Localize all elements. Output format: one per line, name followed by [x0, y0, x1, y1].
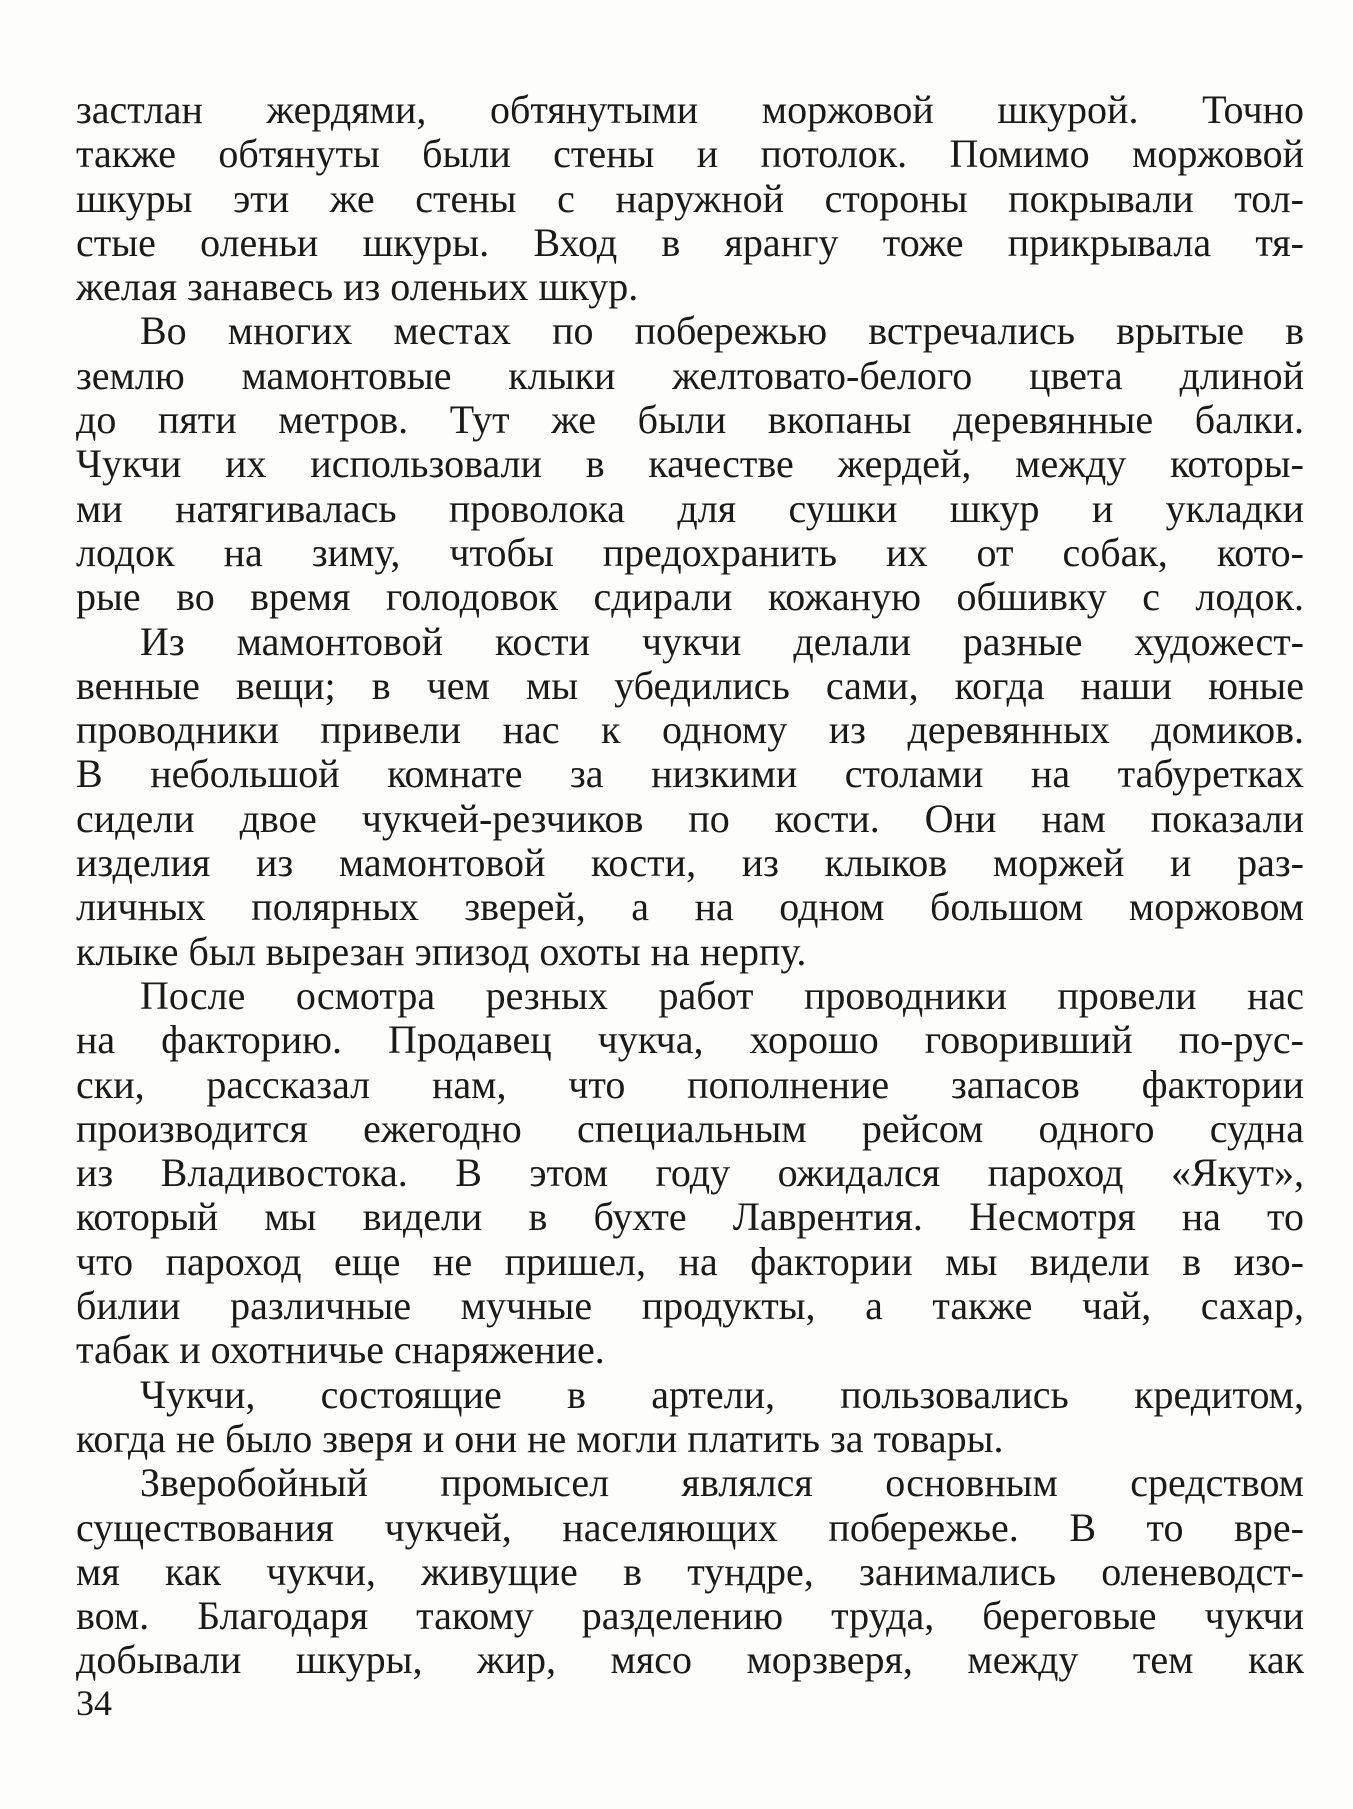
text-line: желая занавесь из оленьих шкур. — [76, 265, 639, 310]
paragraph-6 — [76, 1461, 1304, 1682]
text-line: ски, рассказал нам, что пополнение запасов фактории — [76, 1062, 1304, 1107]
text-line: ми натягивалась проволока для сушки шкур и укладки — [76, 486, 1304, 531]
text-line: В небольшой комнате за низкими столами на табуретках — [76, 752, 1304, 797]
paragraph-4 — [76, 974, 1304, 1373]
text-line: что пароход еще не пришел, на фактории мы видели в изо- — [76, 1239, 1304, 1284]
text-line: клыке был вырезан эпизод охоты на нерпу. — [76, 929, 807, 974]
text-line: Из мамонтовой кости чукчи делали разные художест- — [140, 619, 1304, 664]
text-line: который мы видели в бухте Лаврентия. Несмотря на то — [76, 1195, 1304, 1240]
text-line: до пяти метров. Тут же были вкопаны деревянные балки. — [76, 398, 1304, 443]
text-line: венные вещи; в чем мы убедились сами, когда наши юные — [76, 663, 1304, 708]
text-line: личных полярных зверей, а на одном большом моржовом — [76, 885, 1304, 930]
text-line: когда не было зверя и они не могли платить за товары. — [76, 1416, 1004, 1461]
body-text — [76, 88, 1304, 1683]
text-line: лодок на зиму, чтобы предохранить их от собак, кото- — [76, 530, 1304, 575]
text-line: также обтянуты были стены и потолок. Помимо моржовой — [76, 132, 1304, 177]
text-line: табак и охотничье снаряжение. — [76, 1328, 605, 1373]
text-line: сидели двое чукчей-резчиков по кости. Они нам показали — [76, 796, 1304, 841]
text-line: Чукчи их использовали в качестве жердей, между которы- — [76, 442, 1304, 487]
text-line: проводники привели нас к одному из деревянных домиков. — [76, 708, 1304, 753]
text-line: производится ежегодно специальным рейсом одного судна — [76, 1106, 1304, 1151]
page-number: 34 — [76, 1683, 112, 1723]
text-line: Чукчи, состоящие в артели, пользовались кредитом, — [140, 1372, 1304, 1417]
text-line: Зверобойный промысел являлся основным средством — [140, 1461, 1304, 1506]
text-line: изделия из мамонтовой кости, из клыков моржей и раз- — [76, 841, 1304, 886]
text-line: мя как чукчи, живущие в тундре, занимались оленеводст- — [76, 1549, 1304, 1594]
text-line: добывали шкуры, жир, мясо морзверя, между тем как — [76, 1638, 1304, 1683]
text-line: из Владивостока. В этом году ожидался пароход «Якут», — [76, 1151, 1304, 1196]
paragraph-3 — [76, 620, 1304, 974]
text-line: Во многих местах по побережью встречались врытые в — [140, 309, 1304, 354]
text-line: существования чукчей, населяющих побережье. В то вре- — [76, 1505, 1304, 1550]
text-line: билии различные мучные продукты, а также чай, сахар, — [76, 1284, 1304, 1329]
paragraph-5 — [76, 1373, 1304, 1462]
text-line: застлан жердями, обтянутыми моржовой шкурой. Точно — [76, 88, 1304, 132]
text-line: шкуры эти же стены с наружной стороны покрывали тол- — [76, 176, 1304, 221]
paragraph-1 — [76, 88, 1304, 309]
text-line: рые во время голодовок сдирали кожаную обшивку с лодок. — [76, 575, 1304, 620]
text-line: вом. Благодаря такому разделению труда, береговые чукчи — [76, 1594, 1304, 1639]
text-line: После осмотра резных работ проводники провели нас — [140, 973, 1304, 1018]
paragraph-2 — [76, 309, 1304, 619]
text-line: землю мамонтовые клыки желтовато-белого цвета длиной — [76, 353, 1304, 398]
text-line: стые оленьи шкуры. Вход в ярангу тоже прикрывала тя- — [76, 220, 1304, 265]
text-line: на факторию. Продавец чукча, хорошо говоривший по-рус- — [76, 1018, 1304, 1063]
